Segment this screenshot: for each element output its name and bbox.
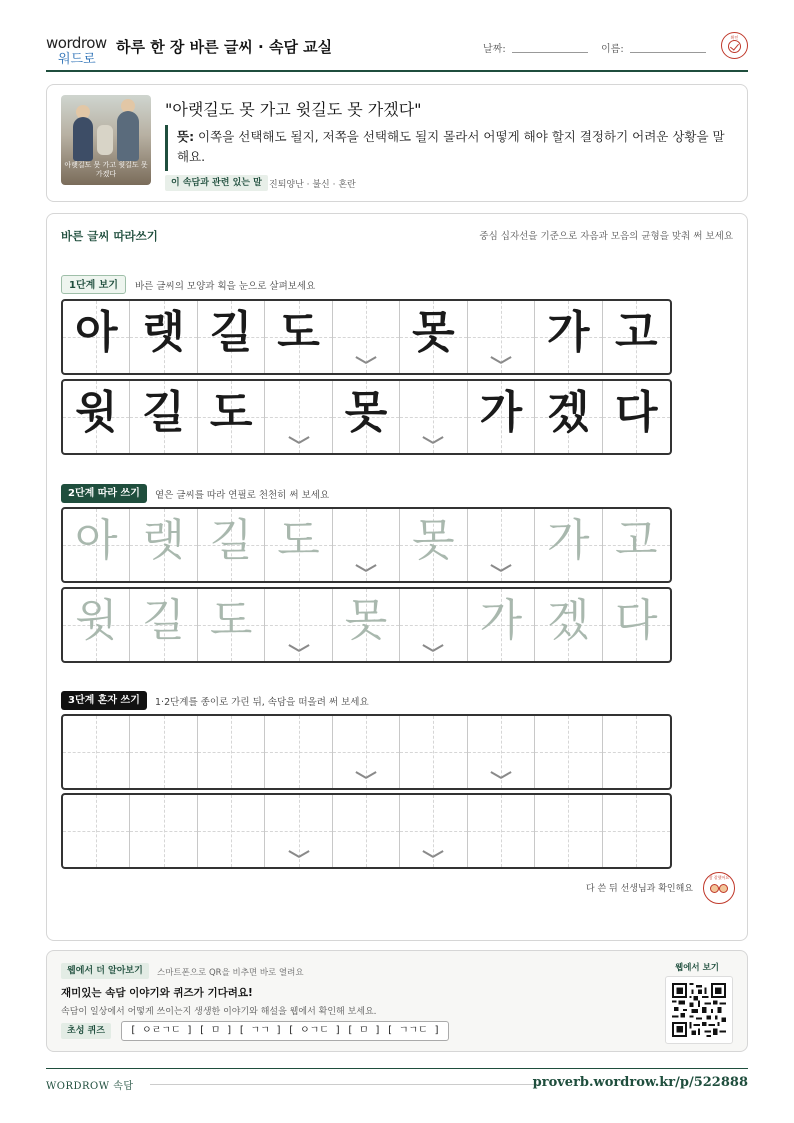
writing-cell — [265, 301, 332, 373]
wordrow-logo — [46, 34, 108, 66]
writing-cell — [400, 301, 467, 373]
practice-title: 바른 글씨 따라쓰기 — [61, 229, 158, 243]
hangul-char: 아 — [74, 307, 118, 358]
writing-cell — [535, 381, 602, 453]
writing-cell[interactable] — [198, 795, 265, 867]
practice-section — [46, 213, 748, 941]
writing-cell[interactable] — [63, 509, 130, 581]
writing-cell — [130, 301, 197, 373]
web-more-tag: 웹에서 더 알아보기 — [61, 963, 149, 979]
hangul-char: 고 — [614, 307, 658, 358]
space-mark-icon — [357, 564, 375, 573]
step2-badge: 2단계 따라 쓰기 — [61, 484, 147, 503]
hangul-char: 겠 — [547, 387, 590, 438]
writing-cell[interactable] — [535, 509, 602, 581]
proverb-illustration — [61, 95, 151, 185]
hangul-char: 못 — [412, 515, 455, 566]
logo-text: wordrow — [46, 34, 107, 52]
logo-subtext: 워드로 — [58, 52, 96, 67]
hangul-char: 아 — [74, 515, 118, 566]
writing-cell[interactable] — [63, 589, 130, 661]
web-headline: 재미있는 속담 이야기와 퀴즈가 기다려요! — [61, 987, 253, 999]
step1-badge: 1단계 보기 — [61, 275, 126, 294]
writing-cell[interactable] — [63, 716, 130, 788]
related-words: 진퇴양난 · 불신 · 혼란 — [269, 180, 356, 190]
practice-hint: 중심 십자선을 기준으로 자음과 모음의 균형을 맞춰 써 보세요 — [479, 231, 733, 242]
hangul-char: 랫 — [142, 515, 185, 566]
writing-cell — [130, 381, 197, 453]
date-field[interactable] — [512, 52, 588, 53]
date-label: 날짜: — [483, 44, 506, 55]
meaning-text: 이쪽을 선택해도 될지, 저쪽을 선택해도 될지 몰라서 어떻게 해야 할지 결정하기 어려운 상황을 말해요. — [177, 129, 725, 164]
step3-desc: 1·2단계를 종이로 가린 뒤, 속담을 떠올려 써 보세요 — [155, 697, 369, 708]
step2-grid-row2[interactable] — [61, 587, 672, 663]
name-field[interactable] — [630, 52, 706, 53]
writing-cell — [603, 381, 670, 453]
space-mark-icon — [290, 644, 308, 653]
writing-cell — [468, 301, 535, 373]
step3-grid-row1[interactable] — [61, 714, 672, 790]
hangul-char: 가 — [547, 307, 590, 358]
hangul-char: 가 — [479, 387, 523, 438]
step1-desc: 바른 글씨의 모양과 획을 눈으로 살펴보세요 — [135, 281, 316, 292]
name-label: 이름: — [601, 44, 624, 55]
writing-cell — [198, 381, 265, 453]
related-label: 이 속담과 관련 있는 말 — [165, 175, 268, 191]
writing-cell[interactable] — [130, 509, 197, 581]
hangul-char: 윗 — [74, 595, 118, 646]
writing-cell[interactable] — [535, 716, 602, 788]
writing-cell[interactable] — [535, 795, 602, 867]
step1-grid-row1 — [61, 299, 672, 375]
writing-cell[interactable] — [535, 589, 602, 661]
hangul-char: 고 — [614, 515, 658, 566]
hangul-char: 도 — [277, 307, 320, 358]
hangul-char: 길 — [142, 595, 185, 646]
page-footer — [46, 1068, 748, 1098]
quiz-label: 초성 퀴즈 — [61, 1023, 111, 1039]
check-stamp-icon: 확인 — [721, 32, 748, 59]
hangul-char: 못 — [412, 307, 455, 358]
writing-cell[interactable] — [63, 795, 130, 867]
qr-title: 웹에서 보기 — [674, 963, 719, 973]
writing-cell — [468, 381, 535, 453]
writing-cell[interactable] — [603, 716, 670, 788]
writing-cell[interactable] — [603, 795, 670, 867]
hangul-char: 다 — [614, 387, 658, 438]
writing-cell[interactable] — [130, 795, 197, 867]
proverb-meaning — [177, 127, 727, 167]
web-more-desc: 스마트폰으로 QR을 비추면 바로 열려요 — [157, 968, 304, 978]
teacher-check-text: 다 쓴 뒤 선생님과 확인해요 — [585, 884, 693, 894]
writing-cell[interactable] — [400, 716, 467, 788]
footer-divider — [150, 1084, 538, 1085]
writing-cell[interactable] — [468, 716, 535, 788]
writing-cell[interactable] — [400, 589, 467, 661]
writing-cell — [333, 301, 400, 373]
space-mark-icon — [492, 356, 510, 365]
writing-cell[interactable] — [198, 589, 265, 661]
hangul-char: 겠 — [547, 595, 590, 646]
proverb-text: "아랫길도 못 가고 윗길도 못 가겠다" — [165, 100, 422, 119]
footer-brand: WORDROW 속담 — [46, 1081, 134, 1092]
writing-cell — [63, 301, 130, 373]
writing-cell — [535, 301, 602, 373]
writing-cell[interactable] — [198, 716, 265, 788]
writing-cell[interactable] — [130, 716, 197, 788]
step2-grid-row1[interactable] — [61, 507, 672, 583]
hangul-char: 도 — [277, 515, 320, 566]
good-job-stamp-icon: 참 잘했어요 — [703, 872, 735, 904]
writing-cell[interactable] — [198, 509, 265, 581]
hangul-char: 윗 — [74, 387, 118, 438]
step3-grid-row2[interactable] — [61, 793, 672, 869]
writing-cell[interactable] — [130, 589, 197, 661]
space-mark-icon — [357, 356, 375, 365]
hangul-char: 길 — [209, 307, 253, 358]
hangul-char: 도 — [209, 595, 253, 646]
writing-cell — [63, 381, 130, 453]
hangul-char: 랫 — [142, 307, 185, 358]
hangul-char: 길 — [142, 387, 185, 438]
hangul-char: 도 — [209, 387, 253, 438]
writing-cell — [400, 381, 467, 453]
space-mark-icon — [424, 436, 442, 445]
writing-cell — [198, 301, 265, 373]
qr-code-icon[interactable] — [665, 976, 733, 1044]
hangul-char: 못 — [344, 387, 388, 438]
web-more-section — [46, 950, 748, 1052]
illustration-caption: 아랫길도 못 가고 윗길도 못 가겠다 — [64, 161, 148, 178]
hangul-char: 못 — [344, 595, 388, 646]
writing-cell — [603, 301, 670, 373]
space-mark-icon — [424, 850, 442, 859]
hangul-char: 가 — [479, 595, 523, 646]
space-mark-icon — [492, 564, 510, 573]
writing-cell — [333, 381, 400, 453]
web-description: 속담이 일상에서 어떻게 쓰이는지 생생한 이야기와 해설을 웹에서 확인해 보세요. — [61, 1007, 377, 1017]
space-mark-icon — [290, 850, 308, 859]
writing-cell[interactable] — [468, 589, 535, 661]
page-header — [46, 30, 748, 72]
writing-cell[interactable] — [400, 795, 467, 867]
space-mark-icon — [290, 436, 308, 445]
hangul-char: 다 — [614, 595, 658, 646]
writing-cell[interactable] — [603, 509, 670, 581]
writing-cell[interactable] — [265, 589, 332, 661]
page-title: 하루 한 장 바른 글씨 · 속담 교실 — [116, 38, 333, 56]
meaning-label: 뜻: — [177, 129, 195, 144]
writing-cell[interactable] — [265, 509, 332, 581]
step3-badge: 3단계 혼자 쓰기 — [61, 691, 147, 710]
hangul-char: 가 — [547, 515, 590, 566]
writing-cell[interactable] — [333, 716, 400, 788]
writing-cell[interactable] — [333, 509, 400, 581]
writing-cell[interactable] — [468, 509, 535, 581]
writing-cell[interactable] — [265, 795, 332, 867]
writing-cell[interactable] — [468, 795, 535, 867]
writing-cell — [265, 381, 332, 453]
space-mark-icon — [492, 771, 510, 780]
writing-cell[interactable] — [603, 589, 670, 661]
space-mark-icon — [424, 644, 442, 653]
writing-cell[interactable] — [400, 509, 467, 581]
step2-desc: 옅은 글씨를 따라 연필로 천천히 써 보세요 — [155, 490, 330, 501]
writing-cell[interactable] — [265, 716, 332, 788]
step1-grid-row2 — [61, 379, 672, 455]
footer-url-link[interactable]: proverb.wordrow.kr/p/522888 — [532, 1075, 748, 1090]
chosung-quiz-box: [ ㅇㄹㄱㄷ ] [ ㅁ ] [ ㄱㄱ ] [ ㅇㄱㄷ ] [ ㅁ ] [ ㄱㄱㄷ ] — [121, 1021, 449, 1041]
space-mark-icon — [357, 771, 375, 780]
proverb-card — [46, 84, 748, 202]
writing-cell[interactable] — [333, 589, 400, 661]
hangul-char: 길 — [209, 515, 253, 566]
meaning-accent-bar — [165, 125, 168, 171]
writing-cell[interactable] — [333, 795, 400, 867]
